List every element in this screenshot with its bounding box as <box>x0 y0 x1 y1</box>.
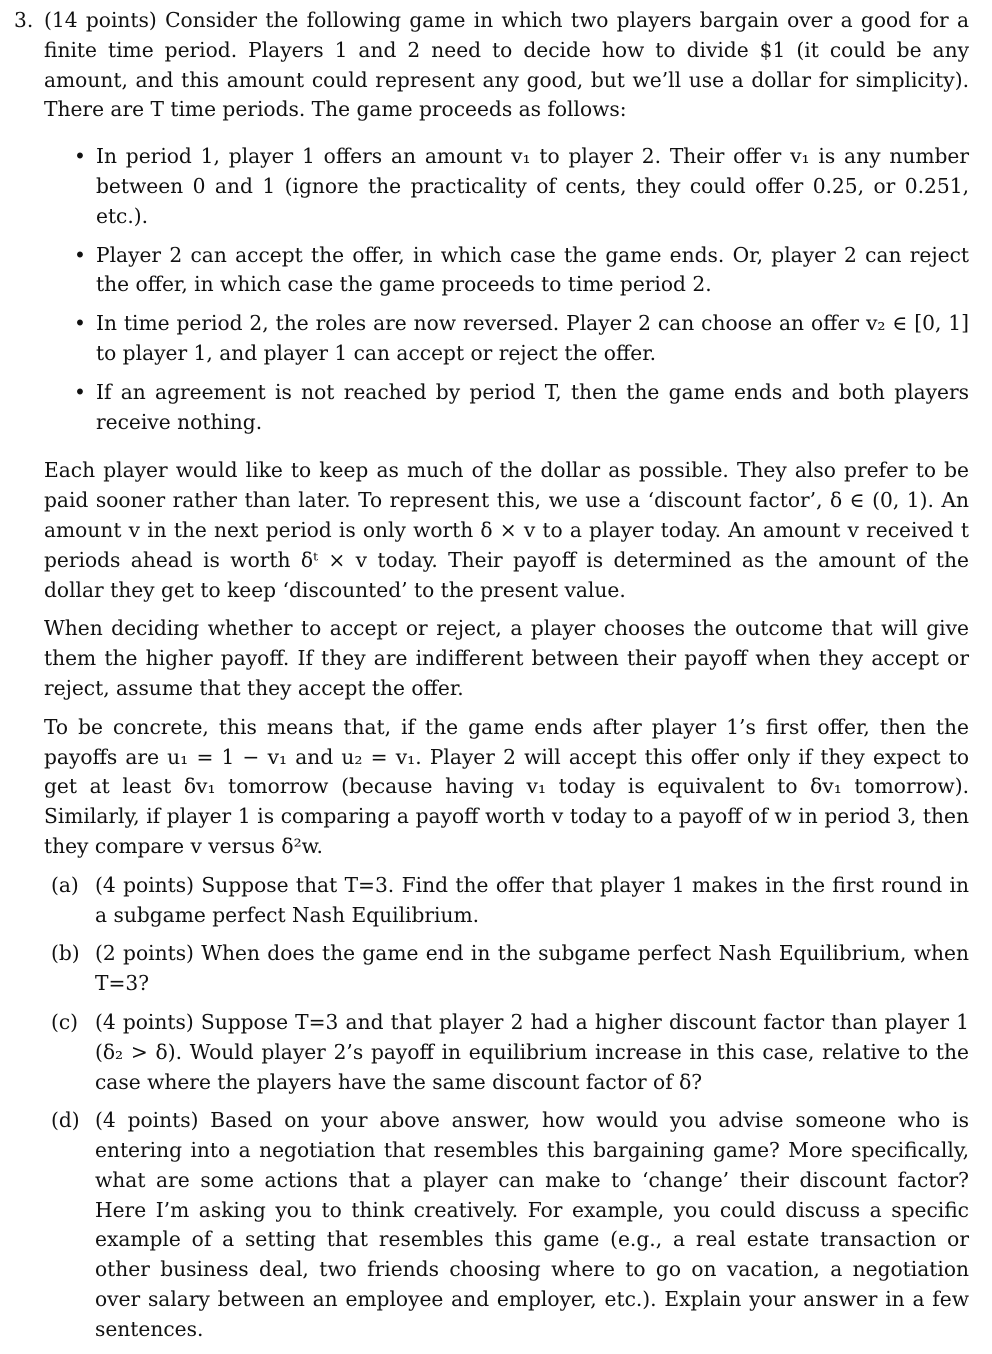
bullet-icon: • <box>74 311 86 336</box>
rule-text: In period 1, player 1 offers an amount v₁ to player 2. Their offer v₁ is any number between 0 and 1 (ignore the practicality of cents, they could offer 0.25, or 0.251, etc.). <box>96 144 969 228</box>
list-item <box>74 241 969 301</box>
part-label: (b) <box>51 941 80 966</box>
list-item <box>74 309 969 369</box>
question-part <box>51 1106 969 1344</box>
part-text: (4 points) Suppose that T=3. Find the offer that player 1 makes in the first round in a subgame perfect Nash Equilibrium. <box>95 872 969 927</box>
part-text: (2 points) When does the game end in the subgame perfect Nash Equilibrium, when T=3? <box>95 941 969 996</box>
rule-text: If an agreement is not reached by period T, then the game ends and both players receive nothing. <box>96 379 969 434</box>
question-parts <box>14 871 969 1345</box>
part-text: (4 points) Based on your above answer, how would you advise someone who is entering into a negotiation that resembles this bargaining game? More specifically, what are some actions that a player can make to ‘change’ their discount factor? Here I’m asking you to think creatively. For example, you could discuss a specific example of a setting that resembles this game (e.g., a real estate transaction or other business deal, two friends choosing where to go on vacation, a negotiation over salary between an employee and employer, etc.). Explain your answer in a few sentences. <box>95 1108 969 1341</box>
list-item <box>74 142 969 231</box>
bullet-icon: • <box>74 144 86 169</box>
rule-text: In time period 2, the roles are now reversed. Player 2 can choose an offer v₂ ∈ [0, 1] to player 1, and player 1 can accept or reject the offer. <box>96 311 969 365</box>
paragraph-accept-rule: When deciding whether to accept or reject, a player chooses the outcome that will give them the higher payoff. If they are indifferent between their payoff when they accept or reject, assume that they accept the offer. <box>44 616 969 700</box>
part-text: (4 points) Suppose T=3 and that player 2 had a higher discount factor than player 1 (δ₂ > δ). Would player 2’s payoff in equilibrium increase in this case, relative to the case where the players have the same discount factor of δ? <box>95 1009 969 1094</box>
question-part <box>51 871 969 931</box>
problem-header <box>14 6 969 125</box>
question-part <box>51 1008 969 1097</box>
problem-number: 3. <box>14 8 34 32</box>
paragraph-discount: Each player would like to keep as much of the dollar as possible. They also prefer to be paid sooner rather than later. To represent this, we use a ‘discount factor’, δ ∈ (0, 1). An amount v in the next period is only worth δ × v to a player today. An amount v received t periods ahead is worth δᵗ × v today. Their payoff is determined as the amount of the dollar they get to keep ‘discounted’ to the present value. <box>44 458 969 602</box>
bullet-icon: • <box>74 242 86 267</box>
bullet-icon: • <box>74 379 86 404</box>
part-label: (d) <box>51 1108 80 1133</box>
part-label: (c) <box>51 1009 79 1034</box>
rule-text: Player 2 can accept the offer, in which case the game ends. Or, player 2 can reject the offer, in which case the game proceeds to time period 2. <box>96 242 969 297</box>
part-label: (a) <box>51 872 79 897</box>
paragraph-payoffs: To be concrete, this means that, if the game ends after player 1’s first offer, then the payoffs are u₁ = 1 − v₁ and u₂ = v₁. Player 2 will accept this offer only if they expect to get at least δv₁ tomorrow (because having v₁ today is equivalent to δv₁ tomorrow). Similarly, if player 1 is comparing a payoff worth v today to a payoff of w in period 3, then they compare v versus δ²w. <box>44 714 969 858</box>
problem-page <box>14 6 969 1354</box>
list-item <box>74 378 969 438</box>
question-part <box>51 939 969 999</box>
rules-list <box>14 142 969 437</box>
problem-intro: (14 points) Consider the following game in which two players bargain over a good for a finite time period. Players 1 and 2 need to decide how to divide $1 (it could be any amount, and this amount could represent any good, but we’ll use a dollar for simplicity). There are T time periods. The game proceeds as follows: <box>44 8 969 122</box>
